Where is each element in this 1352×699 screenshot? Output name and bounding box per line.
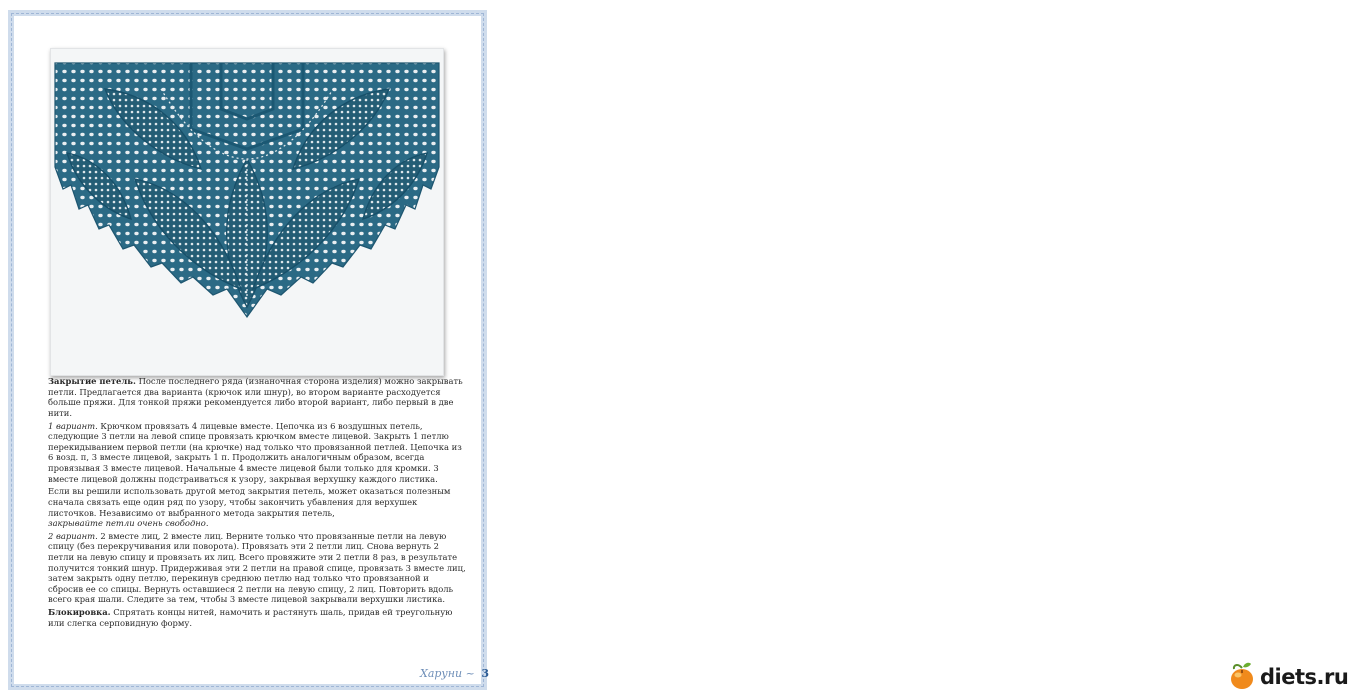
paragraph-lead: Закрытие петель. (48, 376, 136, 386)
page-footer (420, 667, 489, 680)
footer-dash: ~ (465, 667, 475, 680)
footer-title: Харуни (420, 667, 463, 680)
document-page (8, 10, 490, 690)
body-text (48, 376, 466, 631)
paragraph-variant-2 (48, 531, 466, 605)
page-number: 3 (481, 667, 490, 680)
paragraph-variant-1 (48, 421, 466, 485)
paragraph-body: После последнего ряда (изнаночная сторона изделия) можно закрывать петли. Предлагается два варианта (крючок или шнур), во втором варианте расходуется больше пряжи. Для тонкой пряжи рекомендуется либо второй вариант, либо первый в две нити. (48, 376, 463, 418)
paragraph-body: Крючком провязать 4 лицевые вместе. Цепочка из 6 воздушных петель, следующие 3 петли на левой спице провязать крючком вместе лицевой. Закрыть 1 петлю перекидыванием первой петли (на крючке) над только что провязанной петлей. Цепочка из 6 возд. п, 3 вместе лицевой, закрыть 1 п. Продолжить аналогичным образом, всегда провязывая 3 вместе лицевой. Начальные 4 вместе лицевой были только для кромки. 3 вместе лицевой должны подстраиваться к узору, закрывая верхушку каждого листика. (48, 420, 462, 484)
paragraph-body: Если вы решили использовать другой метод закрытия петель, может оказаться полезным сначала связать еще один ряд по узору, чтобы закончить убавления для верхушек листочков. Независимо от выбранного метода закрытия петель, (48, 486, 451, 518)
paragraph-lead: 1 вариант. (48, 420, 98, 431)
paragraph-binding-off (48, 376, 466, 418)
apple-icon (1228, 660, 1256, 694)
paragraph-emphasis: закрывайте петли очень свободно. (48, 518, 209, 529)
paragraph-body: Спрятать концы нитей, намочить и растянуть шаль, придав ей треугольную или слегка серповидную форму. (48, 607, 453, 628)
shawl-photo (50, 48, 444, 376)
paragraph-lead: 2 вариант. (48, 530, 98, 541)
paragraph-other-method (48, 486, 466, 528)
paragraph-lead: Блокировка. (48, 607, 111, 618)
paragraph-blocking (48, 607, 466, 628)
paragraph-body: 2 вместе лиц, 2 вместе лиц. Верните только что провязанные петли на левую спицу (без перекручивания или поворота). Провязать эти 2 петли лиц. Снова вернуть 2 петли на левую спицу и провязать их лиц. Всего провяжите эти 2 петли 8 раз, в результате получится тонкий шнур. Придерживая эти 2 петли на правой спице, провязать 3 вместе лиц, затем закрыть одну петлю, перекинув среднюю петлю над только что провязанной и сбросив ее со спицы. Вернуть оставшиеся 2 петли на левую спицу, 2 лиц. Повторить вдоль всего края шали. Следите за тем, чтобы 3 вместе лицевой закрывали верхушки листика. (48, 530, 466, 605)
lace-shawl-image (51, 49, 443, 375)
brand-name: diets.ru (1260, 665, 1349, 689)
diets-logo-link[interactable] (1228, 660, 1348, 694)
